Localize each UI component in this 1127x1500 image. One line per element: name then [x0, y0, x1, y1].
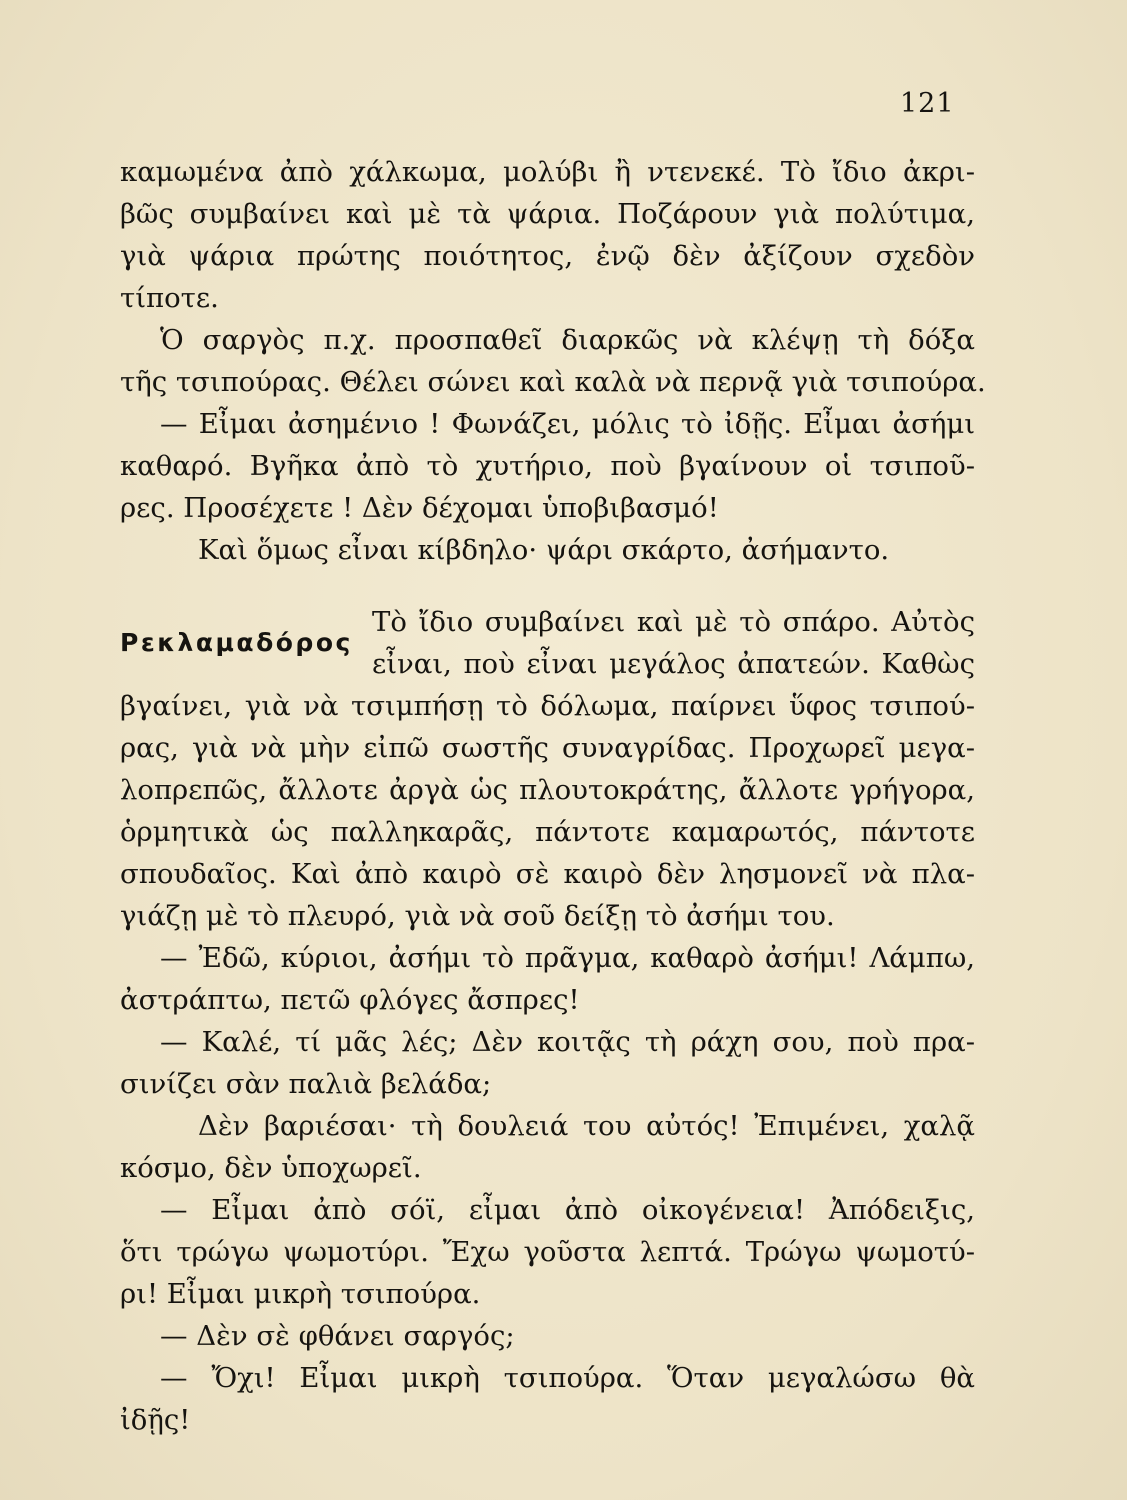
text-line: — Εἶμαι ἀσημένιο ! Φωνάζει, μόλις τὸ ἰδῇς. Εἶμαι ἀσήμι [160, 408, 975, 440]
text-line: βῶς συμβαίνει καὶ μὲ τὰ ψάρια. Ποζάρουν γιὰ πολύτιμα, [120, 198, 975, 230]
text-line: — Ἐδῶ, κύριοι, ἀσήμι τὸ πρᾶγμα, καθαρὸ ἀσήμι! Λάμπω, [160, 942, 975, 974]
text-line: ἀστράπτω, πετῶ φλόγες ἄσπρες! [120, 984, 580, 1016]
text-line: Καὶ ὅμως εἶναι κίβδηλο· ψάρι σκάρτο, ἀσήμαντο. [198, 534, 890, 566]
text-line: εἶναι, ποὺ εἶναι μεγάλος ἀπατεών. Καθὼς [372, 648, 975, 680]
side-heading: Ρεκλαμαδόρος [120, 628, 353, 657]
page-number: 121 [900, 88, 955, 119]
text-line: ρας, γιὰ νὰ μὴν εἰπῶ σωστῆς συναγρίδας. Προχωρεῖ μεγα- [120, 732, 975, 764]
text-line: Ὁ σαργὸς π.χ. προσπαθεῖ διαρκῶς νὰ κλέψῃ τὴ δόξα [160, 324, 975, 356]
text-line: Δὲν βαριέσαι· τὴ δουλειά του αὐτός! Ἐπιμένει, χαλᾷ [198, 1110, 975, 1142]
text-line: τίποτε. [120, 282, 219, 314]
text-line: — Δὲν σὲ φθάνει σαργός; [160, 1320, 515, 1352]
text-line: σινίζει σὰν παλιὰ βελάδα; [120, 1068, 492, 1100]
text-line: ὁρμητικὰ ὡς παλληκαρᾶς, πάντοτε καμαρωτός, πάντοτε [120, 816, 975, 848]
text-line: γιὰ ψάρια πρώτης ποιότητος, ἐνῷ δὲν ἀξίζουν σχεδὸν [120, 240, 975, 272]
text-line: σπουδαῖος. Καὶ ἀπὸ καιρὸ σὲ καιρὸ δὲν λησμονεῖ νὰ πλα- [120, 858, 975, 890]
text-line: ὅτι τρώγω ψωμοτύρι. Ἔχω γοῦστα λεπτά. Τρώγω ψωμοτύ- [120, 1236, 975, 1268]
text-line: Τὸ ἴδιο συμβαίνει καὶ μὲ τὸ σπάρο. Αὐτὸς [372, 606, 975, 638]
text-line: ρες. Προσέχετε ! Δὲν δέχομαι ὑποβιβασμό! [120, 492, 719, 524]
text-line: τῆς τσιπούρας. Θέλει σώνει καὶ καλὰ νὰ περνᾷ γιὰ τσιπούρα. [120, 366, 986, 398]
text-line: βγαίνει, γιὰ νὰ τσιμπήσῃ τὸ δόλωμα, παίρνει ὕφος τσιπού- [120, 690, 975, 722]
text-line: — Καλέ, τί μᾶς λές; Δὲν κοιτᾷς τὴ ράχη σου, ποὺ πρα- [160, 1026, 975, 1058]
text-line: λοπρεπῶς, ἄλλοτε ἀργὰ ὡς πλουτοκράτης, ἄλλοτε γρήγορα, [120, 774, 975, 806]
text-line: καθαρό. Βγῆκα ἀπὸ τὸ χυτήριο, ποὺ βγαίνουν οἱ τσιποῦ- [120, 450, 975, 482]
text-line: καμωμένα ἀπὸ χάλκωμα, μολύβι ἢ ντενεκέ. Τὸ ἴδιο ἀκρι- [120, 156, 975, 188]
text-line: ρι! Εἶμαι μικρὴ τσιπούρα. [120, 1278, 481, 1310]
text-line: ἰδῇς! [120, 1404, 191, 1436]
text-line: — Ὄχι! Εἶμαι μικρὴ τσιπούρα. Ὅταν μεγαλώσω θὰ [160, 1362, 975, 1394]
text-line: γιάζῃ μὲ τὸ πλευρό, γιὰ νὰ σοῦ δείξῃ τὸ ἀσήμι του. [120, 900, 835, 932]
text-line: — Εἶμαι ἀπὸ σόϊ, εἶμαι ἀπὸ οἰκογένεια! Ἀπόδειξις, [160, 1194, 975, 1226]
text-line: κόσμο, δὲν ὑποχωρεῖ. [120, 1152, 422, 1184]
